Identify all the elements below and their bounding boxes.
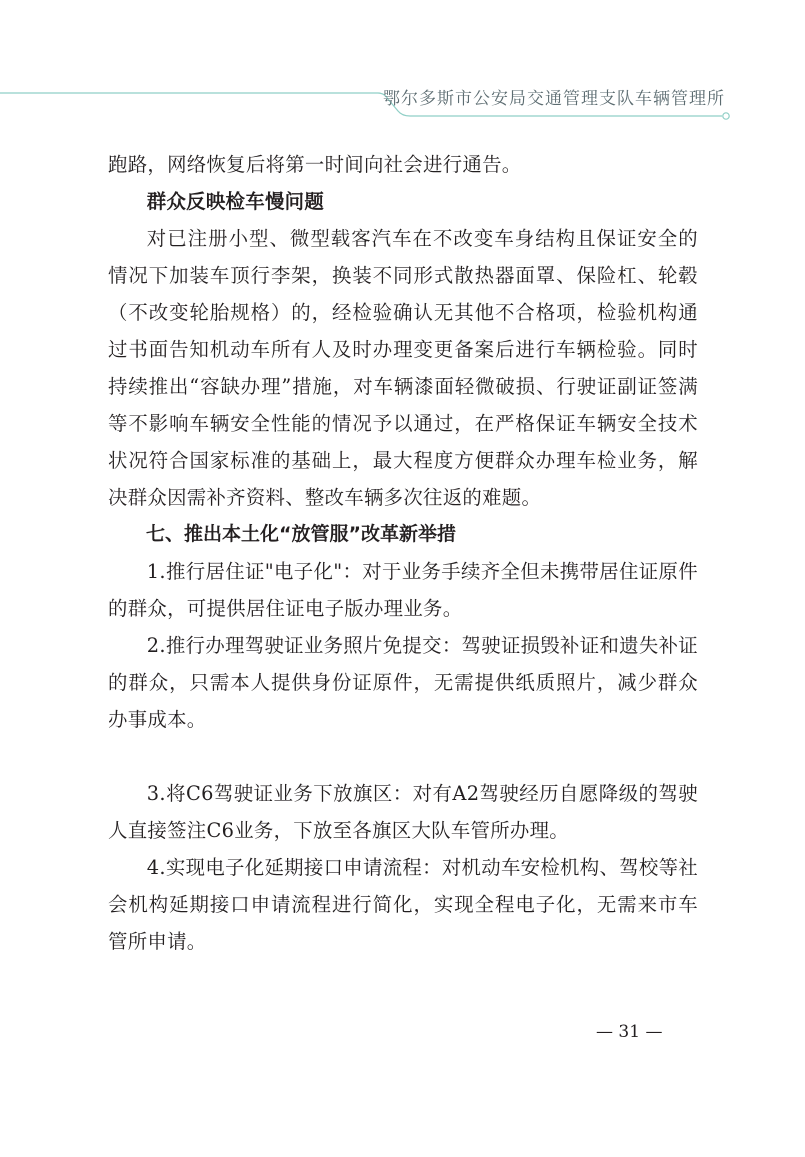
subheading: 群众反映检车慢问题 xyxy=(146,190,325,213)
list-item-3: 3.将C6驾驶证业务下放旗区：对有A2驾驶经历自愿降级的驾驶人直接签注C6业务，下放至各旗区大队车管所办理。 xyxy=(108,782,698,842)
page-body xyxy=(108,146,698,960)
list-item-4: 4.实现电子化延期接口申请流程：对机动车安检机构、驾校等社会机构延期接口申请流程进行简化，实现全程电子化，无需来市车管所申请。 xyxy=(108,856,698,953)
page-number: — 31 — xyxy=(596,1022,663,1042)
header-decoration xyxy=(0,0,805,130)
section-heading: 七、推出本土化“放管服”改革新举措 xyxy=(146,523,456,545)
paragraph-continuation: 跑路，网络恢复后将第一时间向社会进行通告。 xyxy=(108,153,522,176)
list-item-1: 1.推行居住证"电子化"：对于业务手续齐全但未携带居住证原件的群众，可提供居住证电子版办理业务。 xyxy=(108,560,698,620)
spacer xyxy=(108,738,698,775)
paragraph-inspection: 对已注册小型、微型载客汽车在不改变车身结构且保证安全的情况下加装车顶行李架，换装不同形式散热器面罩、保险杠、轮毂（不改变轮胎规格）的，经检验确认无其他不合格项，检验机构通过书面告知机动车所有人及时办理变更备案后进行车辆检验。同时持续推出“容缺办理”措施，对车辆漆面轻微破损、行驶证副证签满等不影响车辆安全性能的情况予以通过，在严格保证车辆安全技术状况符合国家标准的基础上，最大程度方便群众办理车检业务，解决群众因需补齐资料、整改车辆多次往返的难题。 xyxy=(108,227,698,509)
list-item-2: 2.推行办理驾驶证业务照片免提交：驾驶证损毁补证和遗失补证的群众，只需本人提供身份证原件，无需提供纸质照片，减少群众办事成本。 xyxy=(108,634,698,731)
header-title: 鄂尔多斯市公安局交通管理支队车辆管理所 xyxy=(383,89,725,109)
